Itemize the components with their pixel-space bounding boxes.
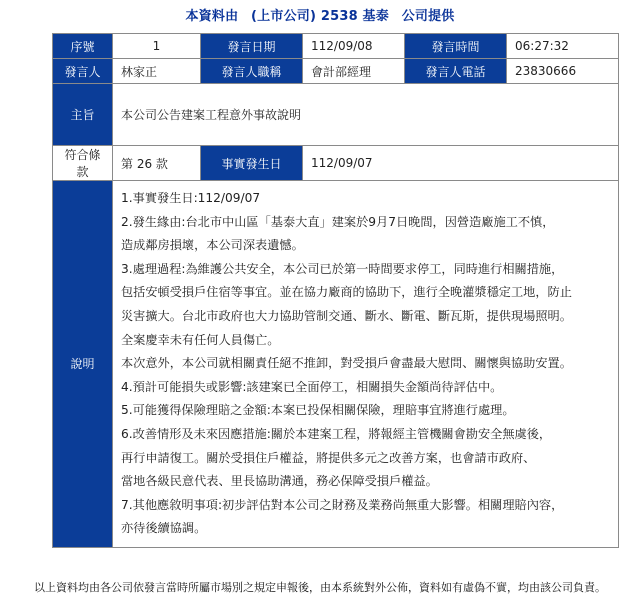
page-header	[0, 5, 640, 24]
description-line: 本次意外，本公司就相關責任絕不推卸，對受損戶會盡最大慰問、關懷與協助安置。	[121, 356, 572, 371]
description-line: 7.其他應敘明事項:初步評估對本公司之財務及業務尚無重大影響。相關理賠內容，	[121, 497, 564, 512]
description-label: 說明	[53, 181, 113, 548]
description-line: 1.事實發生日:112/09/07	[121, 191, 261, 205]
seq-label: 序號	[53, 34, 113, 59]
time-value: 06:27:32	[507, 34, 619, 59]
table-row	[53, 59, 619, 84]
time-label: 發言時間	[405, 34, 507, 59]
seq-value: 1	[113, 34, 201, 59]
description-line: 包括安頓受損戶住宿等事宜。並在協力廠商的協助下，進行全晚灌漿穩定工地，防止	[121, 285, 572, 300]
title-value: 會計部經理	[303, 59, 405, 84]
phone-label: 發言人電話	[405, 59, 507, 84]
date-label: 發言日期	[201, 34, 303, 59]
clause-label: 符合條款	[53, 146, 113, 181]
description-line: 6.改善情形及未來因應措施:關於本建案工程，將報經主管機關會勘安全無虞後，	[121, 426, 552, 441]
event-date-value: 112/09/07	[303, 146, 619, 181]
title-label: 發言人職稱	[201, 59, 303, 84]
phone-value: 23830666	[507, 59, 619, 84]
description-line: 再行申請復工。關於受損住戶權益，將提供多元之改善方案，也會請市政府、	[121, 450, 536, 465]
announcement-table	[52, 33, 619, 548]
subject-value: 本公司公告建案工程意外事故說明	[113, 84, 619, 146]
description-line: 全案慶幸未有任何人員傷亡。	[121, 332, 280, 347]
description-line: 2.發生緣由:台北市中山區「基泰大直」建案於9月7日晚間，因營造廠施工不慎，	[121, 214, 555, 229]
table-row	[53, 146, 619, 181]
speaker-label: 發言人	[53, 59, 113, 84]
subject-label: 主旨	[53, 84, 113, 146]
table-row	[53, 84, 619, 146]
description-line: 造成鄰房損壞，本公司深表遺憾。	[121, 238, 304, 253]
description-line: 災害擴大。台北市政府也大力協助管制交通、斷水、斷電、斷瓦斯，提供現場照明。	[121, 308, 572, 323]
description-line: 4.預計可能損失或影響:該建案已全面停工，相關損失金額尚待評估中。	[121, 379, 503, 394]
description-line: 3.處理過程:為維護公共安全，本公司已於第一時間要求停工，同時進行相關措施，	[121, 261, 564, 276]
header-suffix: 公司提供	[401, 9, 455, 24]
table-row	[53, 34, 619, 59]
description-line: 亦待後續協調。	[121, 521, 207, 536]
event-date-label: 事實發生日	[201, 146, 303, 181]
description-cell	[113, 181, 619, 548]
speaker-value: 林家正	[113, 59, 201, 84]
header-prefix: 本資料由	[185, 9, 239, 24]
table-row	[53, 181, 619, 548]
description-body	[113, 181, 618, 547]
date-value: 112/09/08	[303, 34, 405, 59]
clause-value: 第 26 款	[113, 146, 201, 181]
header-company: (上市公司) 2538 基泰	[251, 9, 389, 24]
description-line: 5.可能獲得保險理賠之金額:本案已投保相關保險，理賠事宜將進行處理。	[121, 403, 515, 418]
description-line: 當地各級民意代表、里長協助溝通，務必保障受損戶權益。	[121, 474, 438, 489]
footer-note: 以上資料均由各公司依發言當時所屬市場別之規定申報後，由本系統對外公佈，資料如有虛偽不實，均由該公司負責。	[34, 581, 606, 594]
